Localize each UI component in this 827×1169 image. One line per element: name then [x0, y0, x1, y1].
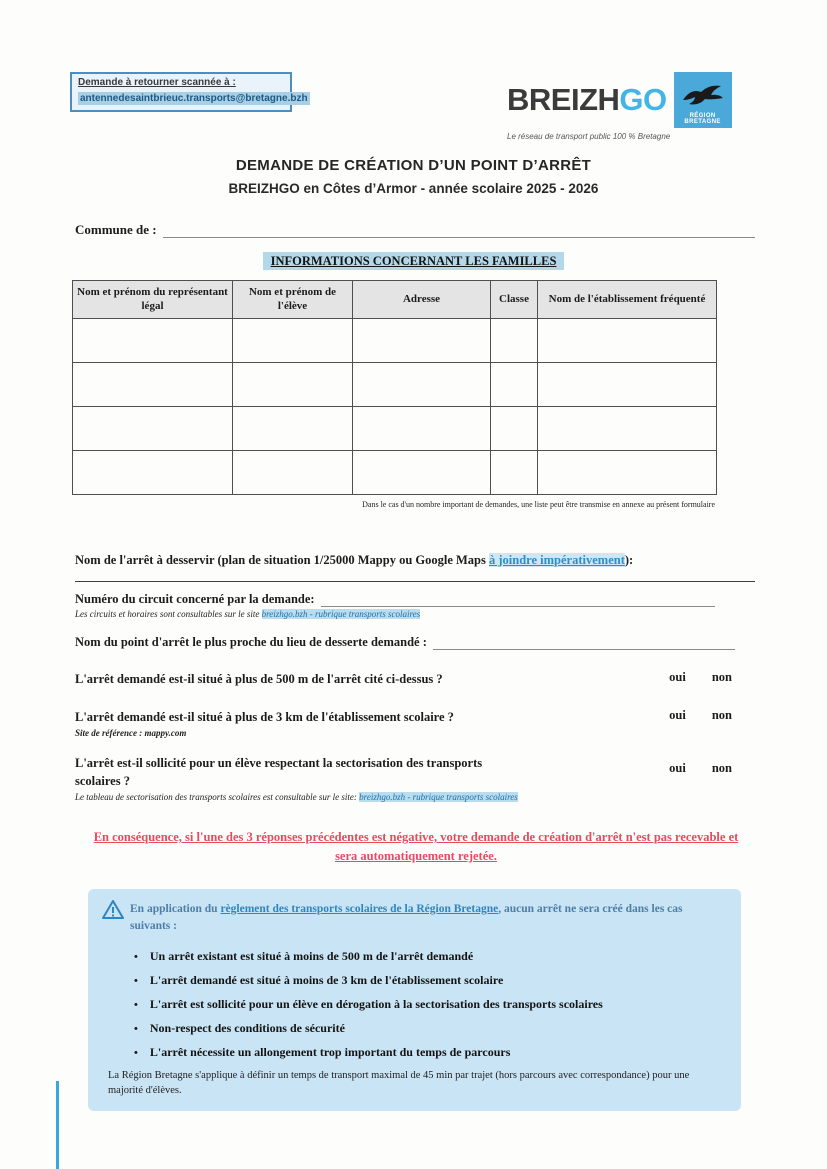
- rules-intro: En application du règlement des transports scolaires de la Région Bretagne, aucun arrêt ne sera créé dans les cas suivants :: [102, 901, 725, 936]
- commune-label: Commune de :: [75, 222, 157, 237]
- column-header-representant: Nom et prénom du représentant légal: [73, 281, 233, 319]
- commune-input-line[interactable]: [163, 224, 755, 238]
- column-header-classe: Classe: [491, 281, 538, 319]
- table-cell[interactable]: [538, 362, 717, 406]
- bird-icon: [681, 80, 725, 110]
- rules-bullet-list: [134, 949, 725, 1060]
- breizhgo-site-link[interactable]: breizhgo.bzh - rubrique transports scolaires: [261, 608, 421, 619]
- table-header-row: [73, 281, 717, 319]
- table-cell[interactable]: [538, 406, 717, 450]
- circuit-label: Numéro du circuit concerné par la demande:: [75, 591, 315, 606]
- table-cell[interactable]: [233, 318, 353, 362]
- table-footnote: Dans le cas d'un nombre important de demandes, une liste peut être transmise en annexe au présent formulaire: [362, 499, 715, 509]
- page-header: [0, 0, 827, 141]
- warning-triangle-icon: [102, 900, 124, 926]
- table-cell[interactable]: [73, 318, 233, 362]
- rule-item: • L'arrêt est sollicité pour un élève en dérogation à la sectorisation des transports scolaires: [134, 997, 725, 1012]
- rule-item: • Un arrêt existant est situé à moins de 500 m de l'arrêt demandé: [134, 949, 725, 964]
- non-option[interactable]: non: [711, 707, 732, 722]
- question-sectorisation-row: [75, 754, 732, 790]
- table-cell[interactable]: [73, 362, 233, 406]
- rule-item: • Non-respect des conditions de sécurité: [134, 1021, 725, 1036]
- return-note-label: Demande à retourner scannée à :: [78, 77, 236, 88]
- families-section-heading: INFORMATIONS CONCERNANT LES FAMILLES: [263, 252, 565, 270]
- breizhgo-wordmark: BREIZHGO: [507, 82, 667, 117]
- rule-item: • L'arrêt demandé est situé à moins de 3 km de l'établissement scolaire: [134, 973, 725, 988]
- question-500m-options: [669, 670, 732, 688]
- question-500m-row: [75, 670, 732, 688]
- table-cell[interactable]: [353, 318, 491, 362]
- table-row: [73, 406, 717, 450]
- table-cell[interactable]: [491, 318, 538, 362]
- oui-option[interactable]: oui: [669, 669, 686, 684]
- table-row: [73, 318, 717, 362]
- question-500m-label: L'arrêt demandé est-il situé à plus de 500 m de l'arrêt cité ci-dessus ?: [75, 671, 443, 686]
- nearest-stop-label: Nom du point d'arrêt le plus proche du lieu de desserte demandé :: [75, 634, 427, 649]
- circuit-input-line[interactable]: [321, 593, 715, 607]
- non-option[interactable]: non: [711, 761, 732, 776]
- nearest-stop-input-line[interactable]: [433, 636, 735, 650]
- mappy-reference-note: Site de référence : mappy.com: [75, 727, 187, 738]
- form-title: DEMANDE DE CRÉATION D’UN POINT D’ARRÊT: [235, 157, 592, 174]
- column-header-adresse: Adresse: [353, 281, 491, 319]
- table-cell[interactable]: [491, 450, 538, 494]
- column-header-etablissement: Nom de l'établissement fréquenté: [538, 281, 717, 319]
- rule-item: • L'arrêt nécessite un allongement trop important du temps de parcours: [134, 1045, 725, 1060]
- question-3km-options: [669, 708, 732, 726]
- table-cell[interactable]: [353, 450, 491, 494]
- region-bretagne-label: RÉGION BRETAGNE: [684, 113, 721, 125]
- rules-box: [88, 889, 741, 1111]
- question-3km-label: L'arrêt demandé est-il situé à plus de 3 km de l'établissement scolaire ?: [75, 709, 454, 724]
- question-3km-row: [75, 708, 732, 726]
- table-cell[interactable]: [233, 406, 353, 450]
- joindre-imperativement-link[interactable]: à joindre impérativement: [489, 552, 625, 567]
- reglement-link[interactable]: règlement des transports scolaires de la Région Bretagne: [220, 902, 499, 915]
- circuit-note: Les circuits et horaires sont consultables sur le site breizhgo.bzh - rubrique transports scolaires: [75, 608, 421, 619]
- table-cell[interactable]: [73, 450, 233, 494]
- arret-input-line[interactable]: [75, 578, 755, 582]
- table-row: [73, 362, 717, 406]
- column-header-eleve: Nom et prénom de l'élève: [233, 281, 353, 319]
- table-cell[interactable]: [353, 362, 491, 406]
- return-email-link[interactable]: antennedesaintbrieuc.transports@bretagne.bzh: [80, 93, 308, 104]
- form-subtitle: BREIZHGO en Côtes d’Armor - année scolaire 2025 - 2026: [228, 181, 599, 196]
- table-cell[interactable]: [538, 450, 717, 494]
- question-sectorisation-label: L'arrêt est-il sollicité pour un élève respectant la sectorisation des transports scolaires ?: [75, 755, 483, 788]
- return-instructions-box: [70, 72, 308, 112]
- table-cell[interactable]: [491, 406, 538, 450]
- nearest-stop-row: [75, 635, 735, 650]
- circuit-row: [75, 592, 715, 607]
- breizhgo-site-link[interactable]: breizhgo.bzh - rubrique transports scolaires: [359, 792, 518, 803]
- families-table: [72, 280, 717, 495]
- rules-footer-note: La Région Bretagne s'applique à définir un temps de transport maximal de 45 min par trajet (hors parcours avec correspondance) pour une majorité d'élèves.: [108, 1070, 690, 1097]
- table-cell[interactable]: [233, 450, 353, 494]
- table-cell[interactable]: [73, 406, 233, 450]
- table-cell[interactable]: [353, 406, 491, 450]
- table-cell[interactable]: [233, 362, 353, 406]
- rejection-warning: En conséquence, si l'une des 3 réponses précédentes est négative, votre demande de création d'arrêt n'est pas recevable et sera automatiquement rejetée.: [93, 830, 739, 864]
- table-cell[interactable]: [538, 318, 717, 362]
- oui-option[interactable]: oui: [669, 707, 686, 722]
- non-option[interactable]: non: [711, 669, 732, 684]
- region-bretagne-badge: [674, 72, 732, 128]
- logo-tagline: Le réseau de transport public 100 % Bretagne: [507, 132, 671, 141]
- table-cell[interactable]: [491, 362, 538, 406]
- sectorisation-note: Le tableau de sectorisation des transports scolaires est consultable sur le site: breizhgo.bzh - rubrique transports scolaires: [75, 792, 518, 803]
- breizhgo-logo: [507, 72, 747, 141]
- scan-artifact-line: [56, 1081, 59, 1169]
- arret-label: Nom de l'arrêt à desservir (plan de situation 1/25000 Mappy ou Google Maps à joindre impérativement):: [75, 552, 634, 567]
- oui-option[interactable]: oui: [669, 761, 686, 776]
- commune-row: [75, 222, 755, 238]
- question-sectorisation-options: [669, 761, 732, 776]
- table-row: [73, 450, 717, 494]
